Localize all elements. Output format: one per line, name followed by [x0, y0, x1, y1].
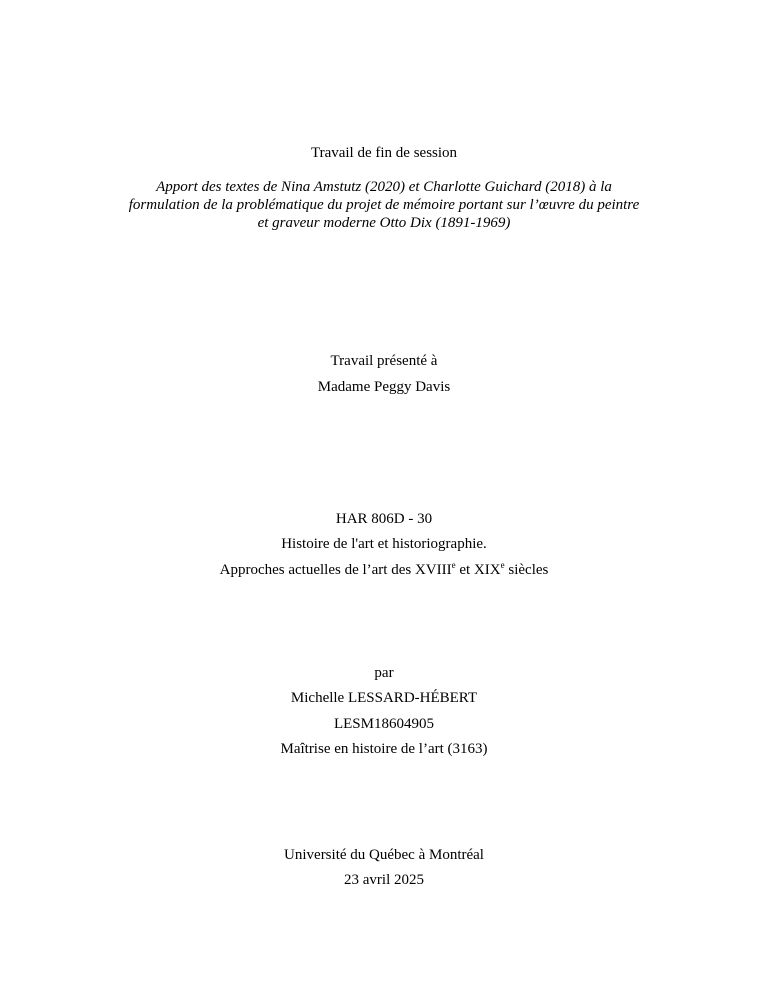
presented-to-label: Travail présenté à	[330, 353, 438, 369]
institution-name: Université du Québec à Montréal	[284, 847, 484, 863]
title-line-3: et graveur moderne Otto Dix (1891-1969)	[257, 215, 511, 231]
professor-name: Madame Peggy Davis	[317, 379, 451, 395]
submission-date: 23 avril 2025	[344, 872, 424, 888]
by-label: par	[374, 665, 394, 681]
author-name: Michelle LESSARD-HÉBERT	[290, 690, 478, 706]
title-line-1: Apport des textes de Nina Amstutz (2020) et Charlotte Guichard (2018) à la	[156, 179, 612, 195]
document-type: Travail de fin de session	[310, 145, 458, 161]
program-name: Maîtrise en histoire de l’art (3163)	[280, 741, 488, 757]
title-line-2: formulation de la problématique du projet de mémoire portant sur l’œuvre du peintre	[128, 197, 640, 213]
student-code: LESM18604905	[333, 716, 434, 732]
course-code: HAR 806D - 30	[335, 511, 433, 527]
course-name: Histoire de l'art et historiographie.	[281, 536, 487, 552]
course-subtitle: Approches actuelles de l’art des XVIIIe et XIXe siècles	[219, 560, 549, 578]
